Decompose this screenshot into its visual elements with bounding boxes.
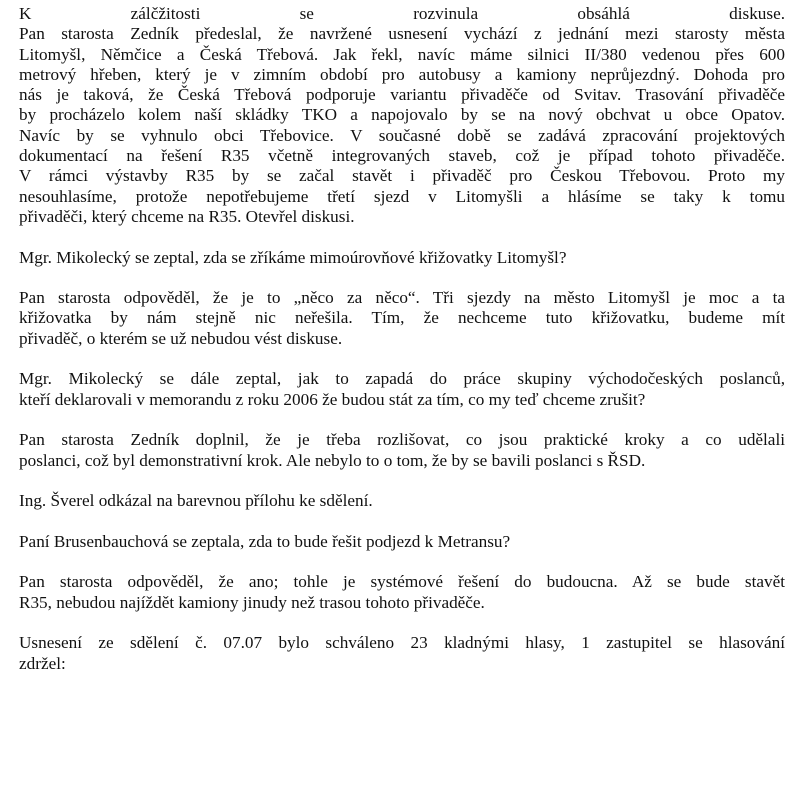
paragraph-question-memorandum: [19, 369, 785, 410]
text-line: Usnesení ze sdělení č. 07.07 bylo schváleno 23 kladnými hlasy, 1 zastupitel se hlasování: [19, 633, 785, 653]
text-line: poslanci, což byl demonstrativní krok. Ale nebylo to o tom, že by se bavili poslanci s ŘSD.: [19, 450, 646, 470]
text-line: zdržel:: [19, 653, 66, 673]
text-line: Mgr. Mikolecký se zeptal, zda se zříkáme mimoúrovňové křižovatky Litomyšl?: [19, 247, 567, 267]
text-line: V rámci výstavby R35 by se začal stavět i přivaděč pro Českou Třebovou. Proto my: [19, 166, 785, 186]
paragraph-question-brusenbauchova: [19, 532, 785, 552]
text-line: R35, nebudou najíždět kamiony jinudy než trasou tohoto přivaděče.: [19, 592, 485, 612]
text-line: nesouhlasíme, protože nepotřebujeme třetí sjezd v Litomyšli a hlásíme se taky k tomu: [19, 186, 785, 206]
paragraph-sverel: [19, 491, 785, 511]
text-line: Pan starosta odpověděl, že je to „něco za něco“. Tři sjezdy na město Litomyšl je moc a ta: [19, 288, 785, 308]
text-line: Mgr. Mikolecký se dále zeptal, jak to zapadá do práce skupiny východočeských poslanců,: [19, 369, 785, 389]
text-line: přivaděči, který chceme na R35. Otevřel diskusi.: [19, 206, 355, 226]
text-line: Paní Brusenbauchová se zeptala, zda to bude řešit podjezd k Metransu?: [19, 531, 511, 551]
text-line: přivaděč, o kterém se už nebudou vést diskuse.: [19, 328, 343, 348]
paragraph-answer-metrans: [19, 572, 785, 613]
document-page: [19, 4, 785, 694]
text-line: Litomyšl, Němčice a Česká Třebová. Jak řekl, navíc máme silnici II/380 vedenou přes 600: [19, 44, 785, 64]
text-line: Ing. Šverel odkázal na barevnou přílohu ke sdělení.: [19, 491, 373, 511]
text-line: Pan starosta Zedník doplnil, že je třeba rozlišovat, co jsou praktické kroky a co udělali: [19, 430, 785, 450]
text-line: by procházelo kolem naší skládky TKO a napojovalo by se na nový obchvat u obce Opatov.: [19, 105, 785, 125]
paragraph-answer-starosta: [19, 288, 785, 349]
text-line: Pan starosta odpověděl, že ano; tohle je systémové řešení do budoucna. Až se bude stavět: [19, 572, 785, 592]
text-line: nás je taková, že Česká Třebová podporuje variantu přivaděče od Svitav. Trasování přivaděče: [19, 85, 785, 105]
text-line: metrový hřeben, který je v zimním období pro autobusy a kamiony neprůjezdný. Dohoda pro: [19, 64, 785, 84]
paragraph-question-mikolecky: [19, 248, 785, 268]
text-line: K zálčžitosti se rozvinula obsáhlá diskuse.: [19, 4, 785, 23]
text-line: dokumentací na řešení R35 včetně integrovaných staveb, což je případ tohoto přivaděče.: [19, 146, 785, 166]
paragraph-zednik-addition: [19, 430, 785, 471]
text-line: Navíc by se vyhnulo obci Třebovice. V současné době se zadává zpracování projektových: [19, 125, 785, 145]
text-line: Pan starosta Zedník předeslal, že navržené usnesení vychází z jednání mezi starosty města: [19, 24, 785, 44]
text-line: kteří deklarovali v memorandu z roku 2006 že budou stát za tím, co my teď chceme zrušit?: [19, 389, 646, 409]
paragraph-resolution-vote: [19, 633, 785, 674]
text-line: křižovatka by nám stejně nic neřešila. Tím, že nechceme tuto křižovatku, budeme mít: [19, 308, 785, 328]
paragraph-intro: [19, 4, 785, 227]
